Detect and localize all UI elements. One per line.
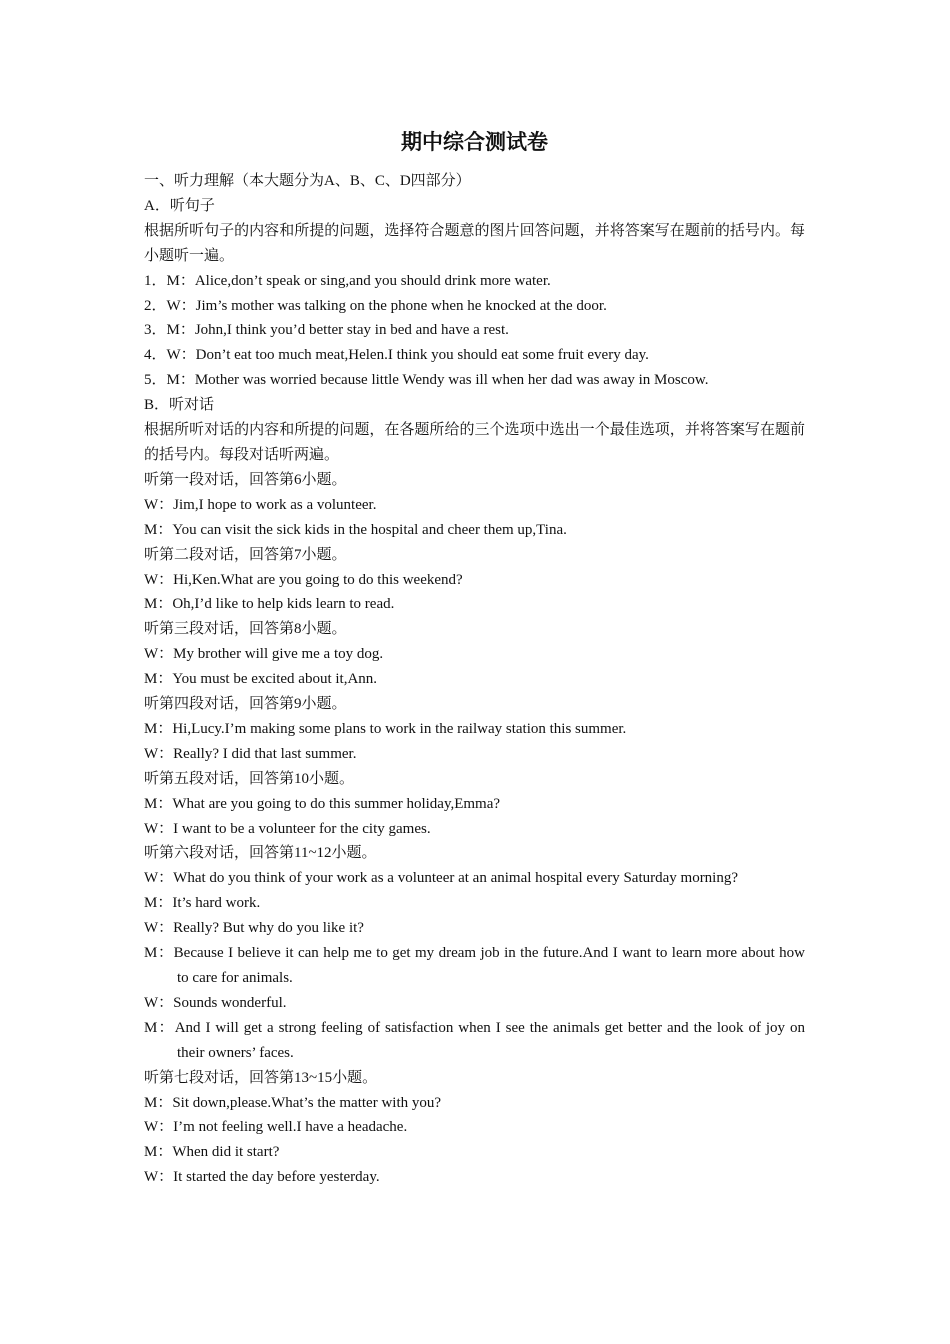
dialogue-line: M：Sit down,please.What’s the matter with you? [144, 1094, 442, 1111]
dialogue-line: M：Oh,I’d like to help kids learn to read. [144, 596, 395, 613]
dialogue-line: W：My brother will give me a toy dog. [144, 646, 384, 663]
dialogue-line: M：It’s hard work. [144, 895, 261, 912]
dialogue-line: W：I want to be a volunteer for the city games. [144, 820, 431, 837]
part-b-heading: B．听对话 [144, 397, 215, 414]
dialogue-line: M：You can visit the sick kids in the hospital and cheer them up,Tina. [144, 521, 567, 538]
part-b-instruction: 根据所听对话的内容和所提的问题，在各题所给的三个选项中选出一个最佳选项，并将答案写在题前的括号内。每段对话听两遍。 [144, 422, 805, 463]
dialogue-heading: 听第四段对话，回答第9小题。 [144, 696, 347, 713]
dialogue-line: M：Hi,Lucy.I’m making some plans to work in the railway station this summer. [144, 720, 627, 737]
dialogue-line: M：You must be excited about it,Ann. [144, 671, 378, 688]
dialogue-line: M：Because I believe it can help me to get my dream job in the future.And I want to learn more about how to care for animals. [144, 945, 805, 986]
dialogue-heading: 听第七段对话，回答第13~15小题。 [144, 1069, 378, 1086]
dialogue-line: W：It started the day before yesterday. [144, 1169, 380, 1186]
sentence-item: 1．M：Alice,don’t speak or sing,and you should drink more water. [144, 272, 551, 289]
page-title: 期中综合测试卷 [401, 129, 548, 154]
dialogue-heading: 听第一段对话，回答第6小题。 [144, 471, 347, 488]
dialogue-line: M：And I will get a strong feeling of satisfaction when I see the animals get better and the look of joy on their owners’ faces. [144, 1019, 805, 1061]
section-heading: 一、听力理解（本大题分为A、B、C、D四部分） [144, 173, 471, 189]
dialogue-heading: 听第六段对话，回答第11~12小题。 [144, 845, 377, 862]
dialogue-line: M：When did it start? [144, 1144, 280, 1161]
dialogue-line: W：Sounds wonderful. [144, 994, 287, 1011]
dialogue-line: W：I’m not feeling well.I have a headache. [144, 1119, 408, 1136]
dialogue-heading: 听第五段对话，回答第10小题。 [144, 770, 355, 787]
part-a-heading: A．听句子 [144, 197, 215, 214]
dialogue-line: W：Hi,Ken.What are you going to do this weekend? [144, 571, 463, 588]
dialogue-line: W：Jim,I hope to work as a volunteer. [144, 496, 377, 513]
dialogue-line: M：What are you going to do this summer holiday,Emma? [144, 795, 501, 812]
sentence-item: 2．W：Jim’s mother was talking on the phone when he knocked at the door. [144, 297, 607, 314]
document-page [144, 128, 805, 1190]
part-a-instruction: 根据所听句子的内容和所提的问题，选择符合题意的图片回答问题，并将答案写在题前的括号内。每小题听一遍。 [144, 222, 805, 264]
dialogue-heading: 听第二段对话，回答第7小题。 [144, 546, 347, 563]
sentence-item: 5．M：Mother was worried because little Wendy was ill when her dad was away in Moscow. [144, 372, 709, 389]
dialogue-line: W：Really? I did that last summer. [144, 745, 357, 762]
dialogue-heading: 听第三段对话，回答第8小题。 [144, 621, 347, 638]
sentence-item: 4．W：Don’t eat too much meat,Helen.I think you should eat some fruit every day. [144, 347, 649, 364]
dialogue-line: W：What do you think of your work as a volunteer at an animal hospital every Saturday morning? [144, 870, 739, 887]
sentence-item: 3．M：John,I think you’d better stay in bed and have a rest. [144, 322, 509, 339]
dialogue-line: W：Really? But why do you like it? [144, 920, 364, 937]
